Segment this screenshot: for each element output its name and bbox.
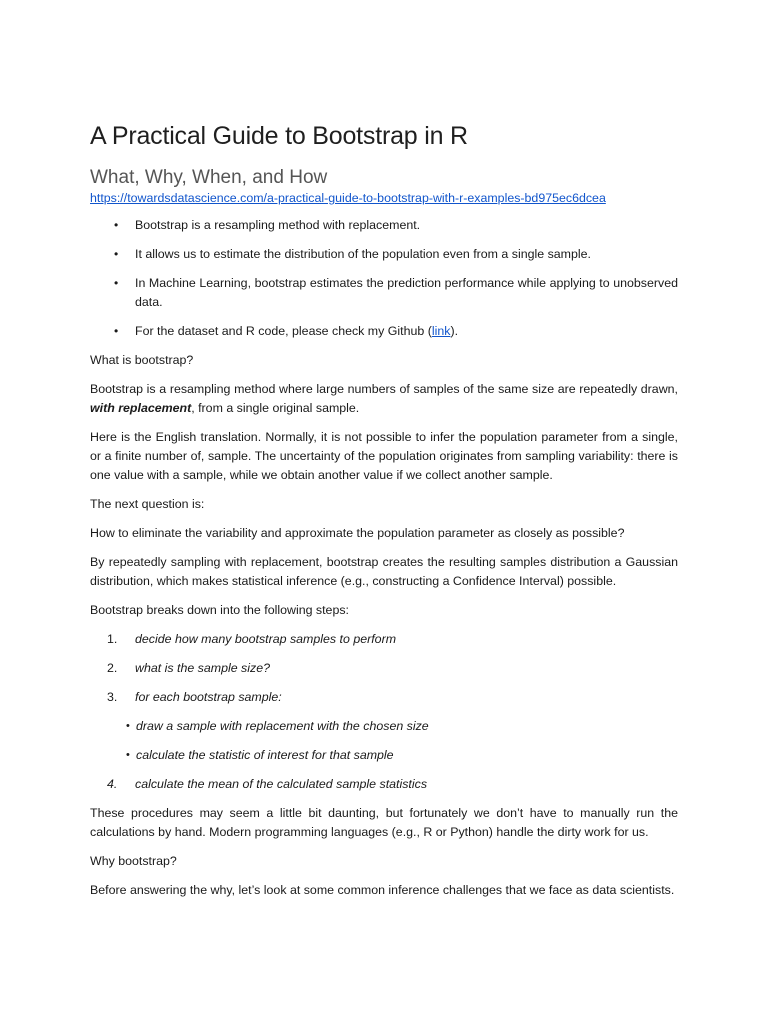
section-heading-what: What is bootstrap? — [90, 353, 194, 367]
steps-intro: Bootstrap breaks down into the following steps: — [90, 603, 349, 617]
list-item — [90, 216, 678, 235]
bullet-icon: • — [114, 276, 119, 290]
definition-text-before: Bootstrap is a resampling method where large numbers of samples of the same size are repeatedly drawn, — [90, 382, 678, 396]
github-link[interactable]: link — [431, 324, 451, 338]
bullet-icon: • — [114, 218, 119, 232]
translation-paragraph: Here is the English translation. Normally, it is not possible to infer the population parameter from a single, or a finite number of, sample. The uncertainty of the population originates from sampling variability: there is one value with a sample, while we obtain another value if we collect another sample. — [90, 430, 678, 482]
step-number: 2. — [107, 661, 118, 675]
sub-step-text: calculate the statistic of interest for that sample — [136, 748, 394, 762]
bullet-icon: • — [126, 720, 130, 732]
list-item — [90, 659, 678, 678]
list-item — [90, 688, 678, 707]
list-item — [90, 775, 678, 794]
bullet-icon: • — [114, 247, 119, 261]
procedures-paragraph: These procedures may seem a little bit daunting, but fortunately we don’t have to manually run the calculations by hand. Modern programming languages (e.g., R or Python) handle the dirty work for us. — [90, 806, 678, 839]
definition-text-after: , from a single original sample. — [191, 401, 360, 415]
bullet-text: Bootstrap is a resampling method with replacement. — [135, 218, 421, 232]
step-text: calculate the mean of the calculated sample statistics — [135, 777, 428, 791]
page-title: A Practical Guide to Bootstrap in R — [90, 122, 468, 150]
bullet-text: It allows us to estimate the distribution of the population even from a single sample. — [135, 247, 591, 261]
list-item — [90, 630, 678, 649]
steps-list — [90, 630, 678, 794]
github-text-before: For the dataset and R code, please check my Github ( — [135, 324, 432, 338]
sub-step-text: draw a sample with replacement with the chosen size — [136, 719, 429, 733]
step-text: what is the sample size? — [135, 661, 270, 675]
document-content — [90, 120, 678, 900]
definition-paragraph — [90, 380, 678, 418]
section-heading-why: Why bootstrap? — [90, 854, 177, 868]
bullet-icon: • — [126, 749, 130, 761]
step-text: for each bootstrap sample: — [135, 690, 282, 704]
list-item — [90, 274, 678, 312]
step-text: decide how many bootstrap samples to perform — [135, 632, 397, 646]
list-item — [90, 746, 678, 765]
step-number: 4. — [107, 777, 118, 791]
question-text: How to eliminate the variability and approximate the population parameter as closely as possible? — [90, 526, 625, 540]
step-number: 1. — [107, 632, 118, 646]
bullet-icon: • — [114, 324, 119, 338]
next-question-text: The next question is: — [90, 497, 205, 511]
github-text-after: ). — [450, 324, 459, 338]
list-item — [90, 322, 678, 341]
definition-emphasis: with replacement — [90, 401, 192, 415]
page-subtitle: What, Why, When, and How — [90, 167, 328, 188]
summary-bullet-list — [90, 216, 678, 341]
list-item — [90, 245, 678, 264]
repeat-paragraph: By repeatedly sampling with replacement, bootstrap creates the resulting samples distribution a Gaussian distribution, which makes statistical inference (e.g., constructing a Confidence Interval) possible. — [90, 555, 678, 588]
list-item — [90, 717, 678, 736]
why-paragraph: Before answering the why, let’s look at some common inference challenges that we face as data scientists. — [90, 883, 675, 897]
article-url-link[interactable]: https://towardsdatascience.com/a-practical-guide-to-bootstrap-with-r-examples-bd975ec6dcea — [90, 191, 606, 205]
bullet-text: In Machine Learning, bootstrap estimates the prediction performance while applying to unobserved data. — [135, 276, 678, 309]
step-number: 3. — [107, 690, 118, 704]
